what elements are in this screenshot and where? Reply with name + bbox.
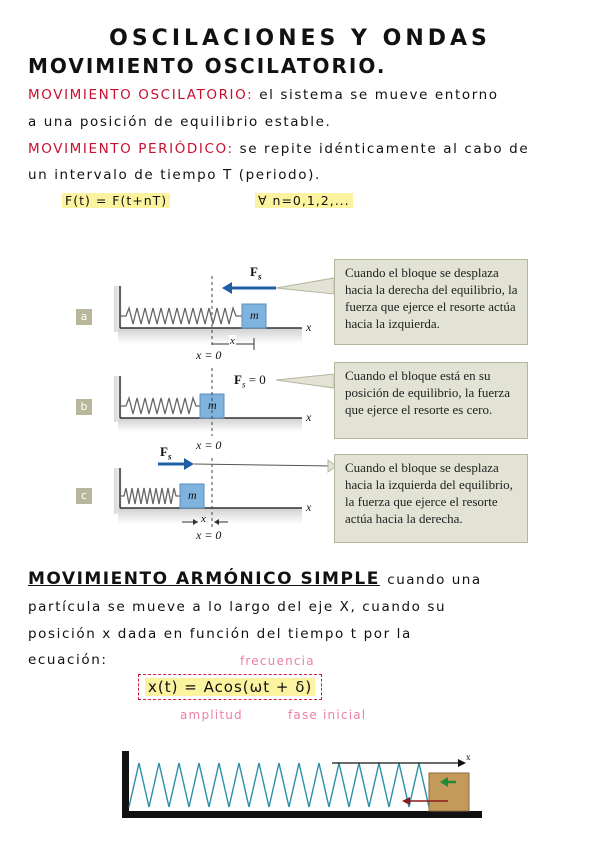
force-label-b-symbol: F [234, 372, 242, 387]
shm-line-b: partícula se mueve a lo largo del eje X, cuando su [28, 599, 447, 615]
callout-c: Cuando el bloque se desplaza hacia la izquierda del equilibrio, la fuerza que ejerce el resorte actúa hacia la derecha. [334, 454, 528, 543]
axis-label-a: x [306, 320, 312, 334]
mass-label-c: m [188, 488, 197, 502]
panel-c-drawing [114, 458, 302, 528]
force-label-a [250, 264, 261, 282]
panel-label-a: a [76, 309, 92, 325]
definition-periodic-line1 [28, 141, 529, 157]
panel-a-drawing [114, 276, 302, 350]
displacement-label-a: x [230, 335, 235, 347]
definition-periodic-line2: un intervalo de tiempo T (periodo). [28, 167, 321, 183]
force-label-b-sub: s [241, 379, 246, 390]
annotation-amplitud: amplitud [180, 708, 243, 722]
term-oscillatory: MOVIMIENTO OSCILATORIO: [28, 87, 254, 103]
spring-force-figure [58, 236, 542, 554]
axis-label-c: x [306, 500, 312, 514]
mass-label-b: m [208, 398, 217, 412]
force-label-a-symbol: F [250, 264, 258, 279]
callout-a: Cuando el bloque se desplaza hacia la derecha del equilibrio, la fuerza que ejerce el resorte actúa hacia la izquierda. [334, 259, 528, 345]
definition-oscillatory-line1 [28, 87, 499, 103]
forall-condition [255, 193, 353, 208]
annotation-fase: fase inicial [288, 708, 367, 722]
force-label-c-sub: s [167, 451, 172, 462]
definition-periodic-text-a: se repite idénticamente al cabo de [239, 141, 530, 157]
shm-line-c: posición x dada en función del tiempo t por la [28, 626, 412, 642]
definition-oscillatory-line2: a una posición de equilibrio estable. [28, 114, 332, 130]
term-periodic: MOVIMIENTO PERIÓDICO: [28, 141, 234, 157]
equilibrium-label-c: x = 0 [196, 528, 222, 542]
bottom-axis-label: x [466, 752, 471, 762]
shm-equation: x(t) = Acos(ωt + δ) [145, 678, 315, 696]
mass-label-a: m [250, 308, 259, 322]
shm-text-a: cuando una [387, 572, 482, 588]
force-label-b-zero: = 0 [248, 372, 266, 387]
equilibrium-label-b: x = 0 [196, 438, 222, 452]
periodic-formula [62, 193, 170, 208]
equilibrium-label-a: x = 0 [196, 348, 222, 362]
section-heading-shm-text: MOVIMIENTO ARMÓNICO SIMPLE [28, 569, 380, 589]
page-title: OSCILACIONES Y ONDAS [109, 26, 491, 51]
panel-label-b: b [76, 399, 92, 415]
shm-spring-figure [118, 745, 486, 825]
periodic-formula-text: F(t) = F(t+nT) [62, 193, 170, 208]
axis-label-b: x [306, 410, 312, 424]
force-label-a-sub: s [257, 271, 262, 282]
displacement-label-c: x [201, 513, 206, 525]
annotation-frecuencia: frecuencia [240, 654, 315, 668]
shm-equation-box [138, 674, 322, 700]
callout-b: Cuando el bloque está en su posición de equilibrio, la fuerza que ejerce el resorte es cero. [334, 362, 528, 439]
force-label-b [234, 372, 266, 390]
section-heading-shm [28, 569, 482, 589]
forall-condition-text: ∀ n=0,1,2,... [255, 193, 353, 208]
section-heading-oscillatory: MOVIMIENTO OSCILATORIO. [28, 54, 387, 78]
panel-label-c: c [76, 488, 92, 504]
force-label-c [160, 444, 171, 462]
shm-line-d: ecuación: [28, 652, 108, 668]
definition-oscillatory-text-a: el sistema se mueve entorno [259, 87, 499, 103]
force-label-c-symbol: F [160, 444, 168, 459]
